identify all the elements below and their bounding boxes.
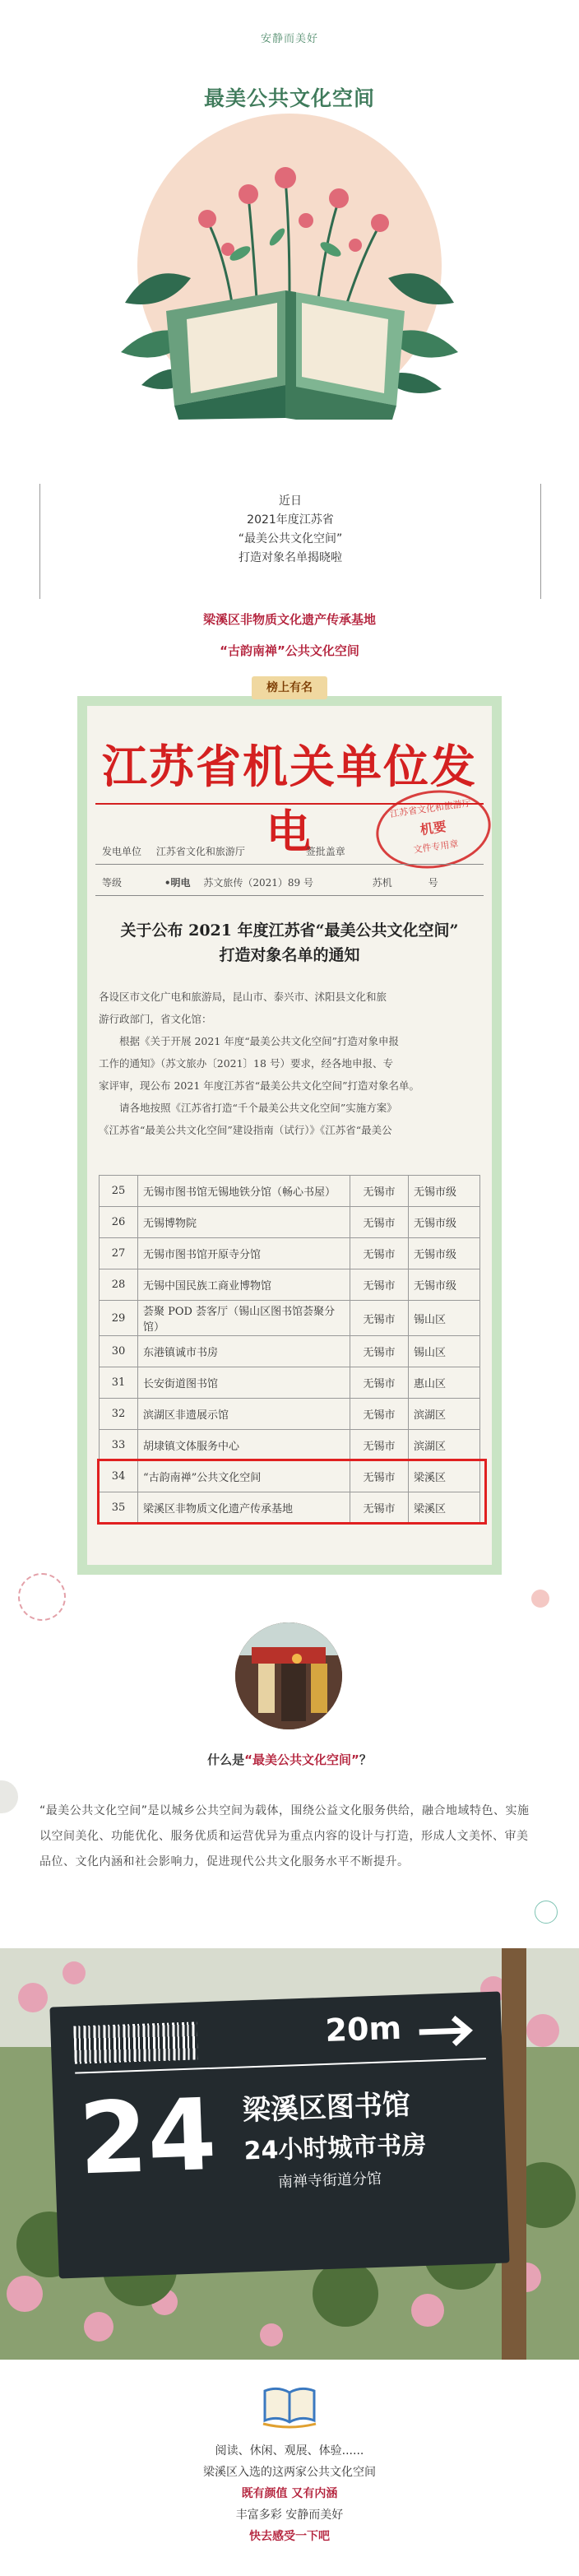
table-row: [100, 1336, 480, 1367]
question-suffix: ？: [359, 1752, 372, 1767]
cell-name: 无锡中国民族工商业博物馆: [138, 1269, 350, 1301]
cell-name: 荟聚 POD 荟客厅（锡山区图书馆荟聚分馆）: [138, 1301, 350, 1336]
cell-name: 无锡市图书馆开原寺分馆: [138, 1238, 350, 1269]
notice-title-line-2: 打造对象名单的通知: [219, 946, 360, 964]
intro-box: [39, 484, 541, 599]
open-book-icon: [262, 2383, 317, 2429]
cell-name: 长安街道图书馆: [138, 1367, 350, 1399]
sign-line-1: 梁溪区图书馆: [242, 2088, 411, 2128]
cell-name: 胡埭镇文体服务中心: [138, 1430, 350, 1461]
cell-city: 无锡市: [350, 1492, 409, 1524]
intro-line-4: 打造对象名单揭晓啦: [239, 551, 342, 564]
arrow-right-icon: [417, 2012, 484, 2050]
cell-city: 无锡市: [350, 1207, 409, 1238]
sign-distance: 20m: [324, 2009, 402, 2049]
ribbon-label: 榜上有名: [252, 676, 327, 699]
table-row: [100, 1367, 480, 1399]
question-heading: [0, 1751, 579, 1768]
seal-mid-text: 机要: [419, 818, 447, 838]
ending-line-1: 阅读、休闲、观展、体验......: [215, 2444, 364, 2458]
body-line-2: 游行政部门，省文化馆：: [99, 1013, 212, 1025]
cell-number: 28: [100, 1269, 138, 1301]
decor-circle-teal: [535, 1901, 558, 1924]
table-row: [100, 1238, 480, 1269]
cell-number: 32: [100, 1399, 138, 1430]
cell-city: 无锡市: [350, 1238, 409, 1269]
ending-line-4: 丰富多彩 安静而美好: [235, 2509, 344, 2522]
intro-line-2: 2021年度江苏省: [247, 513, 334, 527]
meta-divider-1: [95, 864, 484, 865]
sign-line-3: 南禅寺街道分馆: [277, 2170, 382, 2192]
level-value: •明电: [164, 877, 191, 889]
table-row: [100, 1269, 480, 1301]
cell-name: 梁溪区非物质文化遗产传承基地: [138, 1492, 350, 1524]
table-row: [100, 1301, 480, 1336]
cell-city: 无锡市: [350, 1336, 409, 1367]
cell-city: 无锡市: [350, 1301, 409, 1336]
intro-line-3: “最美公共文化空间”: [238, 532, 343, 545]
meta-divider-2: [95, 895, 484, 896]
table-row: [100, 1176, 480, 1207]
intro-line-1: 近日: [279, 494, 302, 508]
cell-number: 35: [100, 1492, 138, 1524]
cell-name: “古韵南禅”公共文化空间: [138, 1461, 350, 1492]
body-line-3: 根据《关于开展 2021 年度“最美公共文化空间”打造对象申报: [119, 1035, 400, 1047]
body-line-1: 各设区市文化广电和旅游局，昆山市、泰兴市、沭阳县文化和旅: [99, 991, 387, 1003]
cell-name: 无锡市图书馆无锡地铁分馆（畅心书屋）: [138, 1176, 350, 1207]
question-prefix: 什么是: [207, 1752, 245, 1767]
sign-line-2: 24小时城市书房: [243, 2130, 427, 2166]
ending-line-3: 既有颜值 又有内涵: [241, 2487, 338, 2500]
signboard: [49, 1992, 509, 2279]
document-header: 江苏省机关单位发电: [101, 740, 477, 858]
tagline: 安静而美好: [260, 33, 318, 45]
cell-level: 无锡市级: [409, 1176, 480, 1207]
cell-name: 滨湖区非遗展示馆: [138, 1399, 350, 1430]
level-label: 等级: [102, 877, 123, 889]
cell-city: 无锡市: [350, 1461, 409, 1492]
ending-line-5: 快去感受一下吧: [249, 2530, 330, 2543]
cell-level: 无锡市级: [409, 1238, 480, 1269]
cell-city: 无锡市: [350, 1176, 409, 1207]
definition-paragraph: “最美公共文化空间”是以城乡公共空间为载体，围绕公益文化服务供给，融合地域特色、实施以空间美化、功能优化、服务优质和运营优异为重点内容的设计与打造，形成人文美怀、审美品位、文化内涵和社会影响力，促进现代公共文化服务水平不断提升。: [39, 1804, 530, 1868]
cell-level: 滨湖区: [409, 1430, 480, 1461]
cell-level: 梁溪区: [409, 1461, 480, 1492]
cell-number: 29: [100, 1301, 138, 1336]
document-scan: [87, 706, 492, 1565]
cell-name: 无锡博物院: [138, 1207, 350, 1238]
cell-number: 31: [100, 1367, 138, 1399]
cell-name: 东港镇诚市书房: [138, 1336, 350, 1367]
cell-number: 26: [100, 1207, 138, 1238]
approver-suffix: 号: [428, 877, 438, 889]
table-row: [100, 1207, 480, 1238]
body-line-6: 请各地按照《江苏省打造“千个最美公共文化空间”实施方案》: [119, 1102, 397, 1114]
body-line-7: 《江苏省“最美公共文化空间”建设指南（试行）》《江苏省“最美公: [99, 1124, 392, 1136]
cell-level: 梁溪区: [409, 1492, 480, 1524]
barcode-graphic: [73, 2021, 198, 2063]
body-line-5: 家评审，现公布 2021 年度江苏省“最美公共文化空间”打造对象名单。: [99, 1079, 420, 1092]
cell-number: 27: [100, 1238, 138, 1269]
cell-number: 33: [100, 1430, 138, 1461]
highlight-rows-box: [97, 1459, 487, 1525]
decor-half-circle: [0, 1780, 18, 1813]
avatar-bookshop-photo: [235, 1622, 342, 1729]
cosign-label: 签批盖章: [305, 846, 345, 857]
cell-city: 无锡市: [350, 1430, 409, 1461]
seal-top-text: 江苏省文化和旅游厅: [389, 797, 472, 820]
table-row: [100, 1399, 480, 1430]
decor-circle-outline: [18, 1573, 66, 1621]
cell-level: 锡山区: [409, 1301, 480, 1336]
cell-city: 无锡市: [350, 1367, 409, 1399]
cell-number: 25: [100, 1176, 138, 1207]
seal-bottom-text: 文件专用章: [412, 838, 460, 856]
cell-level: 锡山区: [409, 1336, 480, 1367]
question-term: “最美公共文化空间”: [244, 1752, 359, 1767]
cell-level: 无锡市级: [409, 1207, 480, 1238]
cell-level: 滨湖区: [409, 1399, 480, 1430]
book-flowers-illustration: [117, 114, 462, 426]
library-sign-photo: [0, 1948, 579, 2360]
cell-number: 34: [100, 1461, 138, 1492]
approver-label: 苏机: [372, 877, 392, 889]
document-number: 苏文旅传（2021）89 号: [203, 877, 313, 889]
cell-level: 惠山区: [409, 1367, 480, 1399]
cell-city: 无锡市: [350, 1269, 409, 1301]
sender-value: 江苏省文化和旅游厅: [155, 846, 245, 857]
ending-lines: [0, 2440, 579, 2547]
table-row: [100, 1430, 480, 1461]
decor-dot-pink: [531, 1590, 549, 1608]
sender-label: 发电单位: [102, 846, 142, 857]
notice-title-line-1: 关于公布 2021 年度江苏省“最美公共文化空间”: [120, 921, 459, 940]
cell-number: 30: [100, 1336, 138, 1367]
highlight-line-2: “古韵南禅”公共文化空间: [220, 643, 359, 658]
ending-line-2: 梁溪区入选的这两家公共文化空间: [203, 2466, 376, 2479]
page-title: 最美公共文化空间: [203, 86, 375, 110]
highlight-line-1: 梁溪区非物质文化遗产传承基地: [202, 612, 376, 627]
bookshop-scene-icon: [235, 1622, 342, 1729]
cell-level: 无锡市级: [409, 1269, 480, 1301]
body-line-4: 工作的通知》（苏文旅办〔2021〕18 号）要求，经各地申报、专: [99, 1057, 393, 1070]
sign-number: 24: [76, 2077, 219, 2198]
cell-city: 无锡市: [350, 1399, 409, 1430]
